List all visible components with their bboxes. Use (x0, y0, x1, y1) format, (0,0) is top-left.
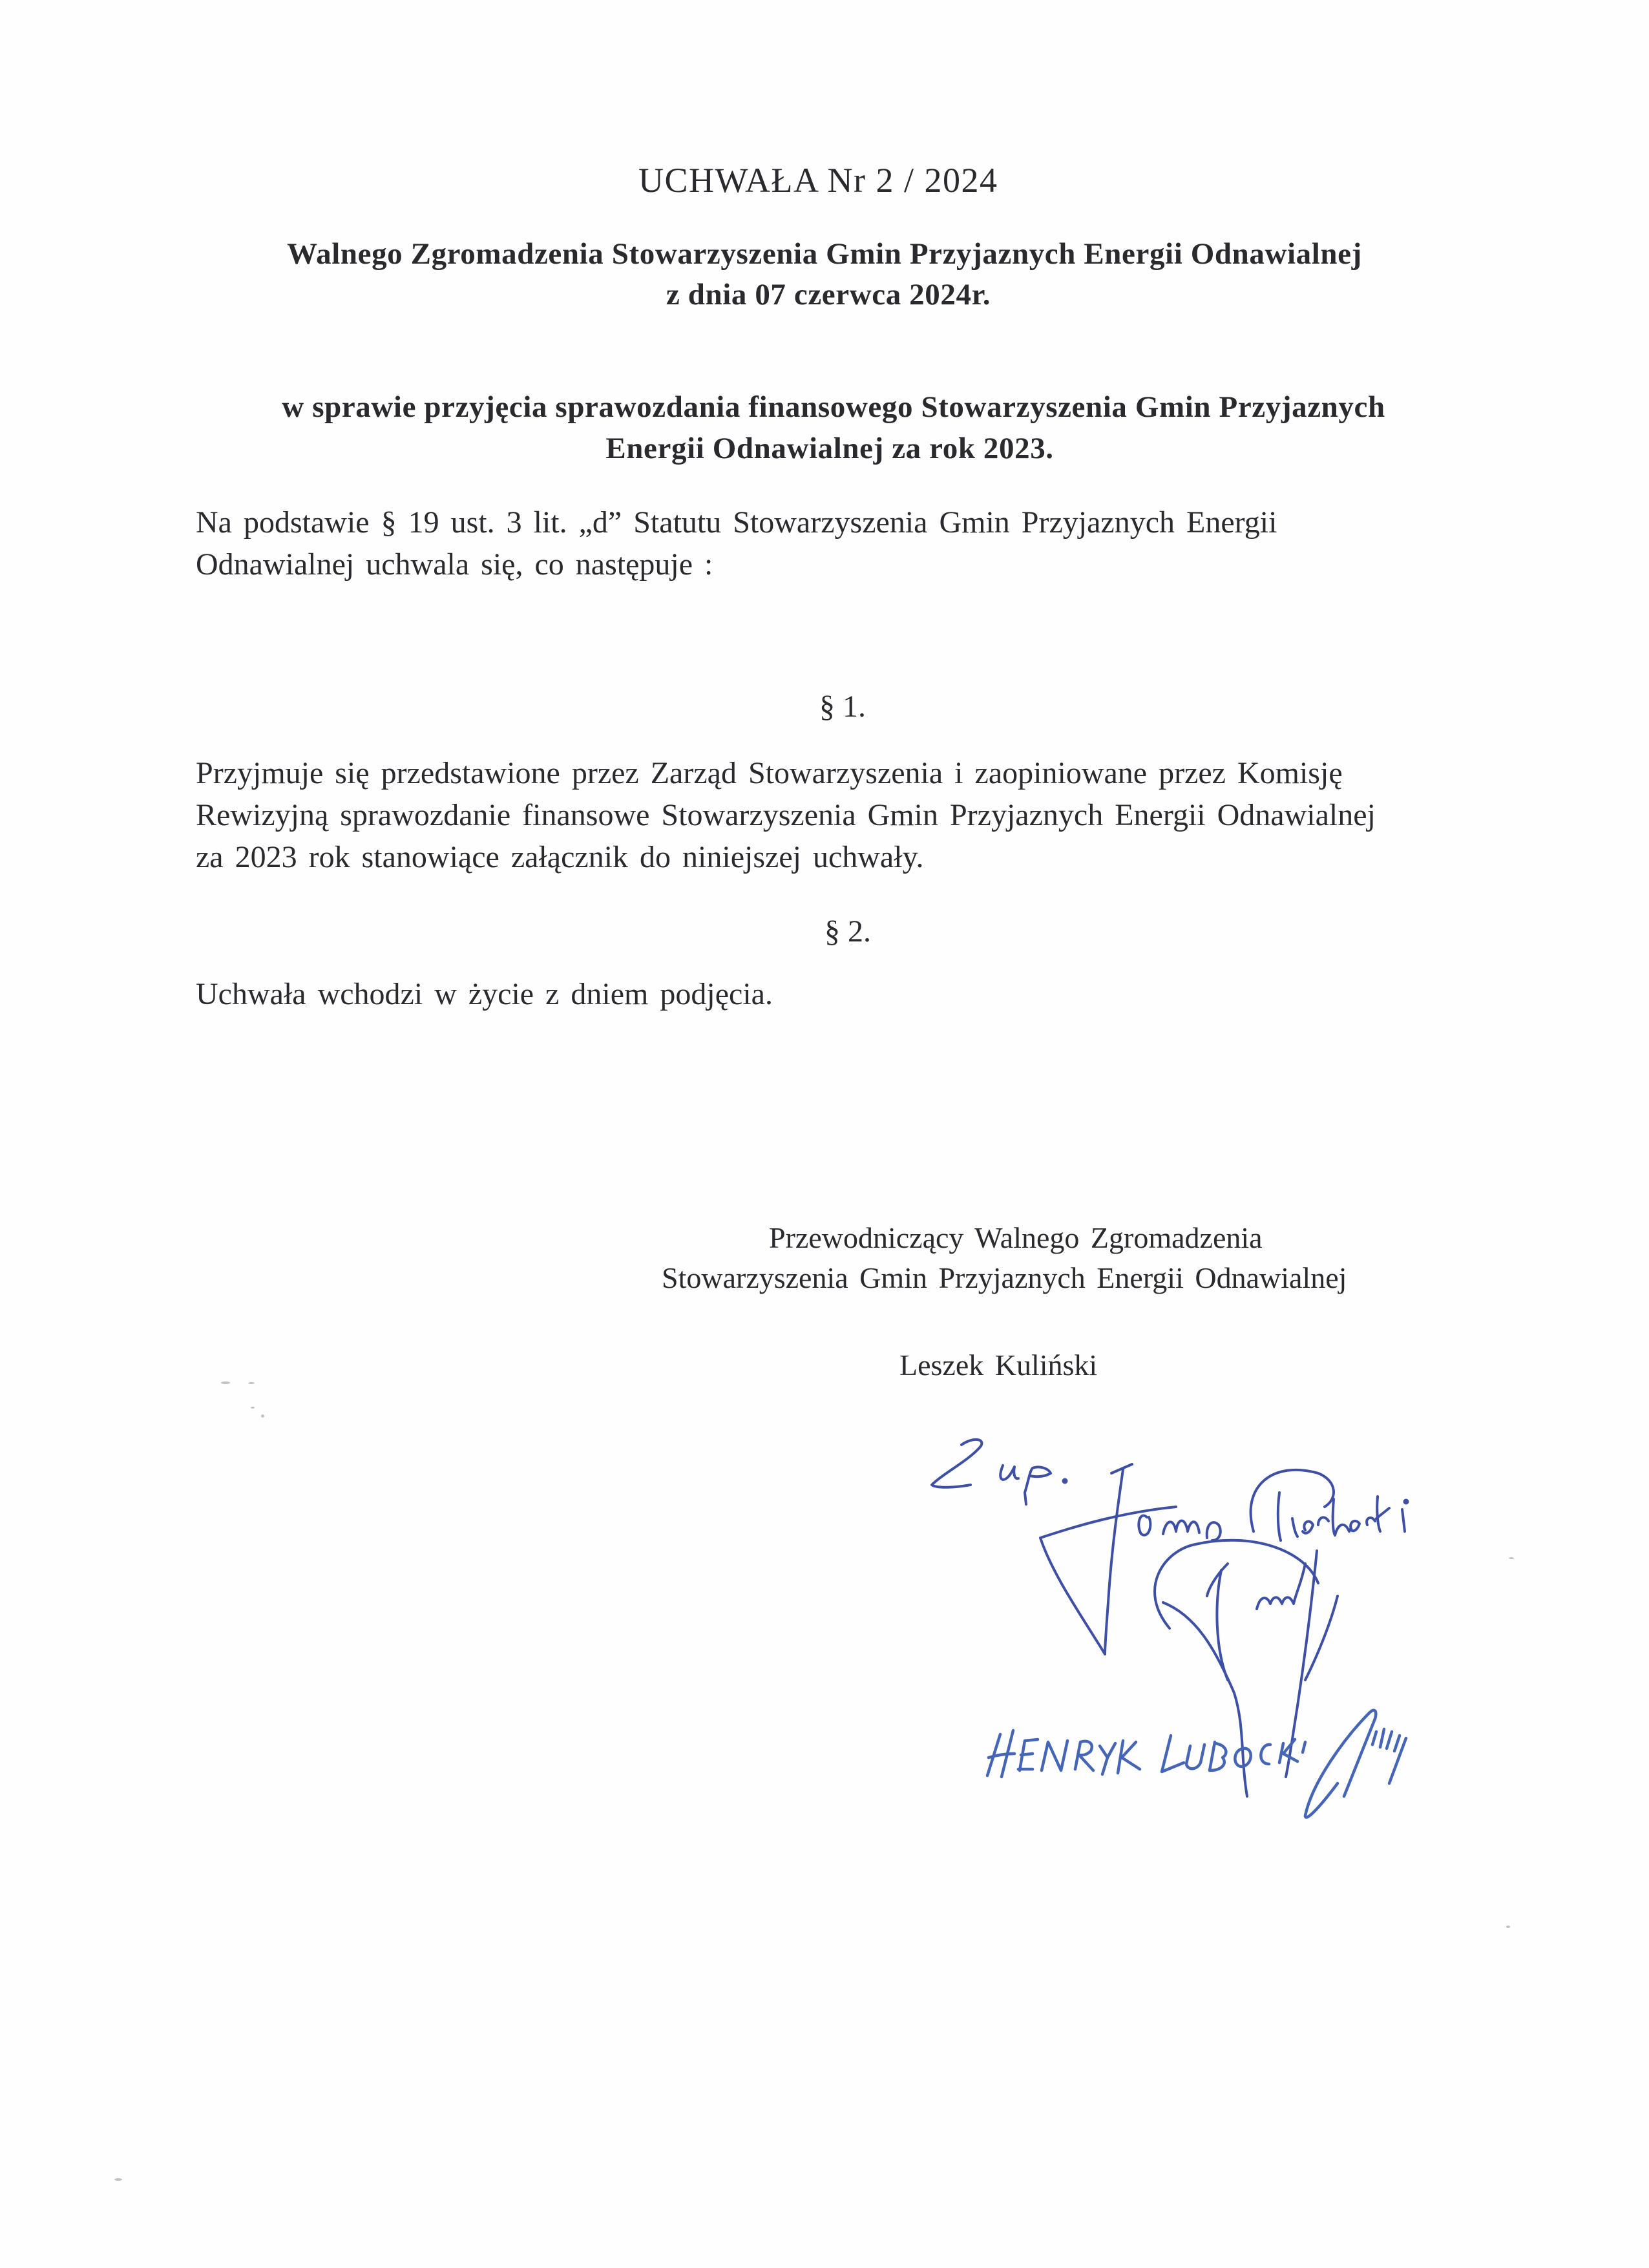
section-1-line-3: za 2023 rok stanowiące załącznik do niniejszej uchwały. (196, 840, 924, 874)
document-subject-line-1: w sprawie przyjęcia sprawozdania finansowego Stowarzyszenia Gmin Przyjaznych (282, 390, 1385, 424)
section-1-mark: § 1. (819, 689, 866, 724)
section-2-mark: § 2. (824, 914, 871, 949)
preamble-line-2: Odnawialnej uchwala się, co następuje : (196, 547, 713, 582)
section-1-line-2: Rewizyjną sprawozdanie finansowe Stowarzyszenia Gmin Przyjaznych Energii Odnawialnej (196, 798, 1376, 832)
signatory-role-line-2: Stowarzyszenia Gmin Przyjaznych Energii Odnawialnej (662, 1261, 1347, 1294)
document-title: UCHWAŁA Nr 2 / 2024 (638, 161, 998, 200)
preamble-line-1: Na podstawie § 19 ust. 3 lit. „d” Statutu Stowarzyszenia Gmin Przyjaznych Energii (196, 505, 1277, 540)
handwritten-signature (892, 1434, 1577, 1822)
scan-speck (221, 1381, 230, 1384)
document-subject-line-2: Energii Odnawialnej za rok 2023. (605, 432, 1054, 465)
section-1-line-1: Przyjmuje się przedstawione przez Zarząd Stowarzyszenia i zaopiniowane przez Komisję (196, 756, 1343, 790)
scan-speck (251, 1407, 255, 1409)
scan-speck (261, 1414, 264, 1418)
document-subtitle-date: z dnia 07 czerwca 2024r. (666, 278, 991, 311)
signatory-role-line-1: Przewodniczący Walnego Zgromadzenia (769, 1221, 1263, 1254)
scan-speck (1509, 1557, 1514, 1559)
signature-drawing (892, 1434, 1577, 1822)
document-subtitle-issuer: Walnego Zgromadzenia Stowarzyszenia Gmin Przyjaznych Energii Odnawialnej (287, 237, 1362, 271)
scan-speck (248, 1382, 255, 1384)
scan-speck (114, 2178, 122, 2181)
scan-speck (1506, 1926, 1510, 1928)
section-2-line-1: Uchwała wchodzi w życie z dniem podjęcia. (196, 977, 773, 1011)
signatory-name: Leszek Kuliński (899, 1349, 1098, 1381)
